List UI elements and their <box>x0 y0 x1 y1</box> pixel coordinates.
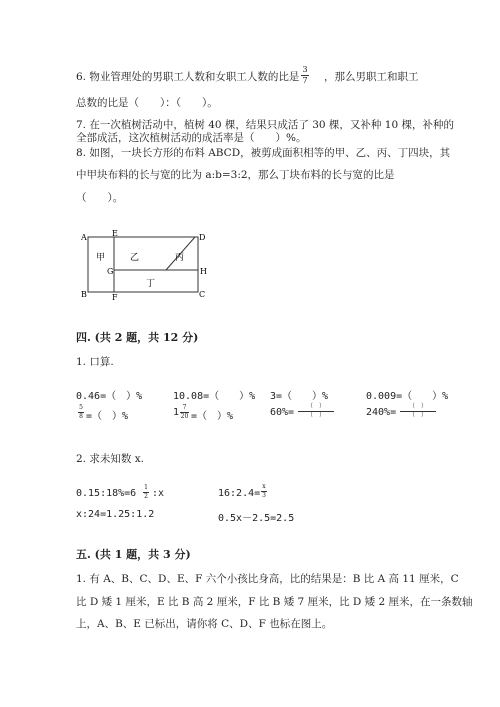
section5-line3: 上，A、B、E 已标出，请你将 C、D、F 也标在图上。 <box>76 618 333 630</box>
r2c2-den: 20 <box>180 413 189 420</box>
label-B: B <box>81 290 87 299</box>
q8-line1: 8. 如图，一块长方形的布料 ABCD，被剪成面积相等的甲、乙、丙、丁四块，其 <box>76 147 451 159</box>
label-C: C <box>199 290 206 299</box>
equation-4: 0.5x－2.5=2.5 <box>218 513 295 524</box>
mental-math-r2c2: =（ ）% <box>191 411 234 422</box>
equation-1-den: 2 <box>144 493 148 500</box>
label-D: D <box>199 233 206 242</box>
q6-fraction <box>301 66 309 85</box>
equation-1-suffix: :x <box>152 488 165 499</box>
label-F: F <box>112 293 118 302</box>
equation-1-fraction <box>143 485 149 500</box>
q6-fraction-num: 3 <box>302 65 308 74</box>
r2c2-whole: 1 <box>173 407 180 418</box>
mental-math-r2c1: =（ ）% <box>86 411 129 422</box>
mental-math-r2c4: 240%= <box>366 407 397 418</box>
rectangle-figure <box>80 228 215 303</box>
equation-1-prefix: 0.15:18%=6 <box>76 488 137 499</box>
mental-math-r1c2: 10.08=（ ）% <box>173 391 256 402</box>
r2c3-fraction <box>298 404 334 419</box>
r2c4-num: （ ） <box>408 403 427 410</box>
r2c2-num: 7 <box>182 404 187 411</box>
section4-q1-title: 1. 口算. <box>76 356 114 368</box>
mental-math-r1c3: 3=（ ）% <box>270 391 329 402</box>
q7-line1: 7. 在一次植树活动中，植树 40 棵，结果只成活了 30 棵，又补种 10 棵，补种的 <box>76 119 454 131</box>
r2c3-den: （ ） <box>306 412 325 419</box>
r2c4-den: （ ） <box>408 412 427 419</box>
section5-line1: 1. 有 A、B、C、D、E、F 六个小孩比身高，比的结果是：B 比 A 高 11 厘米，C <box>76 573 459 585</box>
r2c2-fraction <box>180 405 189 420</box>
equation-1-num: 1 <box>144 484 148 491</box>
q6-line2: 总数的比是（ ）：（ ）。 <box>76 97 218 109</box>
label-G: G <box>107 267 114 276</box>
section4-q2-title: 2. 求未知数 x. <box>76 453 144 465</box>
equation-2-num: x <box>262 483 266 490</box>
q8-line3: （ ）。 <box>76 192 124 204</box>
r2c1-num: 5 <box>79 404 83 411</box>
equation-2-prefix: 16:2.4= <box>218 488 261 499</box>
q7-line2: 全部成活，这次植树活动的成活率是（ ）%。 <box>76 132 307 144</box>
label-H: H <box>200 267 207 276</box>
q6-line1-prefix: 6. 物业管理处的男职工人数和女职工人数的比是 <box>76 71 300 83</box>
region-bing: 丙 <box>175 253 185 263</box>
r2c3-num: （ ） <box>306 403 325 410</box>
mental-math-r1c1: 0.46=（ ）% <box>76 391 143 402</box>
q6-line1-suffix: ，那么男职工和职工 <box>324 71 419 83</box>
equation-3: x:24=1.25:1.2 <box>76 509 155 520</box>
mental-math-r1c4: 0.009=（ ）% <box>366 391 449 402</box>
r2c4-fraction <box>400 404 436 419</box>
region-yi: 乙 <box>130 253 140 263</box>
q6-fraction-den: 7 <box>302 76 308 85</box>
equation-2-fraction <box>261 484 267 499</box>
r2c1-fraction <box>78 405 84 420</box>
r2c1-den: 8 <box>79 413 83 420</box>
label-A: A <box>81 233 87 242</box>
region-jia: 甲 <box>96 253 106 263</box>
region-ding: 丁 <box>146 279 156 289</box>
section4-heading: 四. (共 2 题，共 12 分) <box>76 331 199 344</box>
section5-heading: 五. (共 1 题，共 3 分) <box>76 548 191 561</box>
q8-line2: 中甲块布料的长与宽的比为 a:b=3:2，那么丁块布料的长与宽的比是 <box>76 169 395 181</box>
label-E: E <box>112 229 118 238</box>
equation-2-den: 3 <box>262 492 266 499</box>
mental-math-r2c3: 60%= <box>270 407 295 418</box>
section5-line2: 比 D 矮 1 厘米，E 比 B 高 2 厘米，F 比 B 矮 7 厘米，比 D 矮 2 厘米，在一条数轴 <box>76 596 473 608</box>
